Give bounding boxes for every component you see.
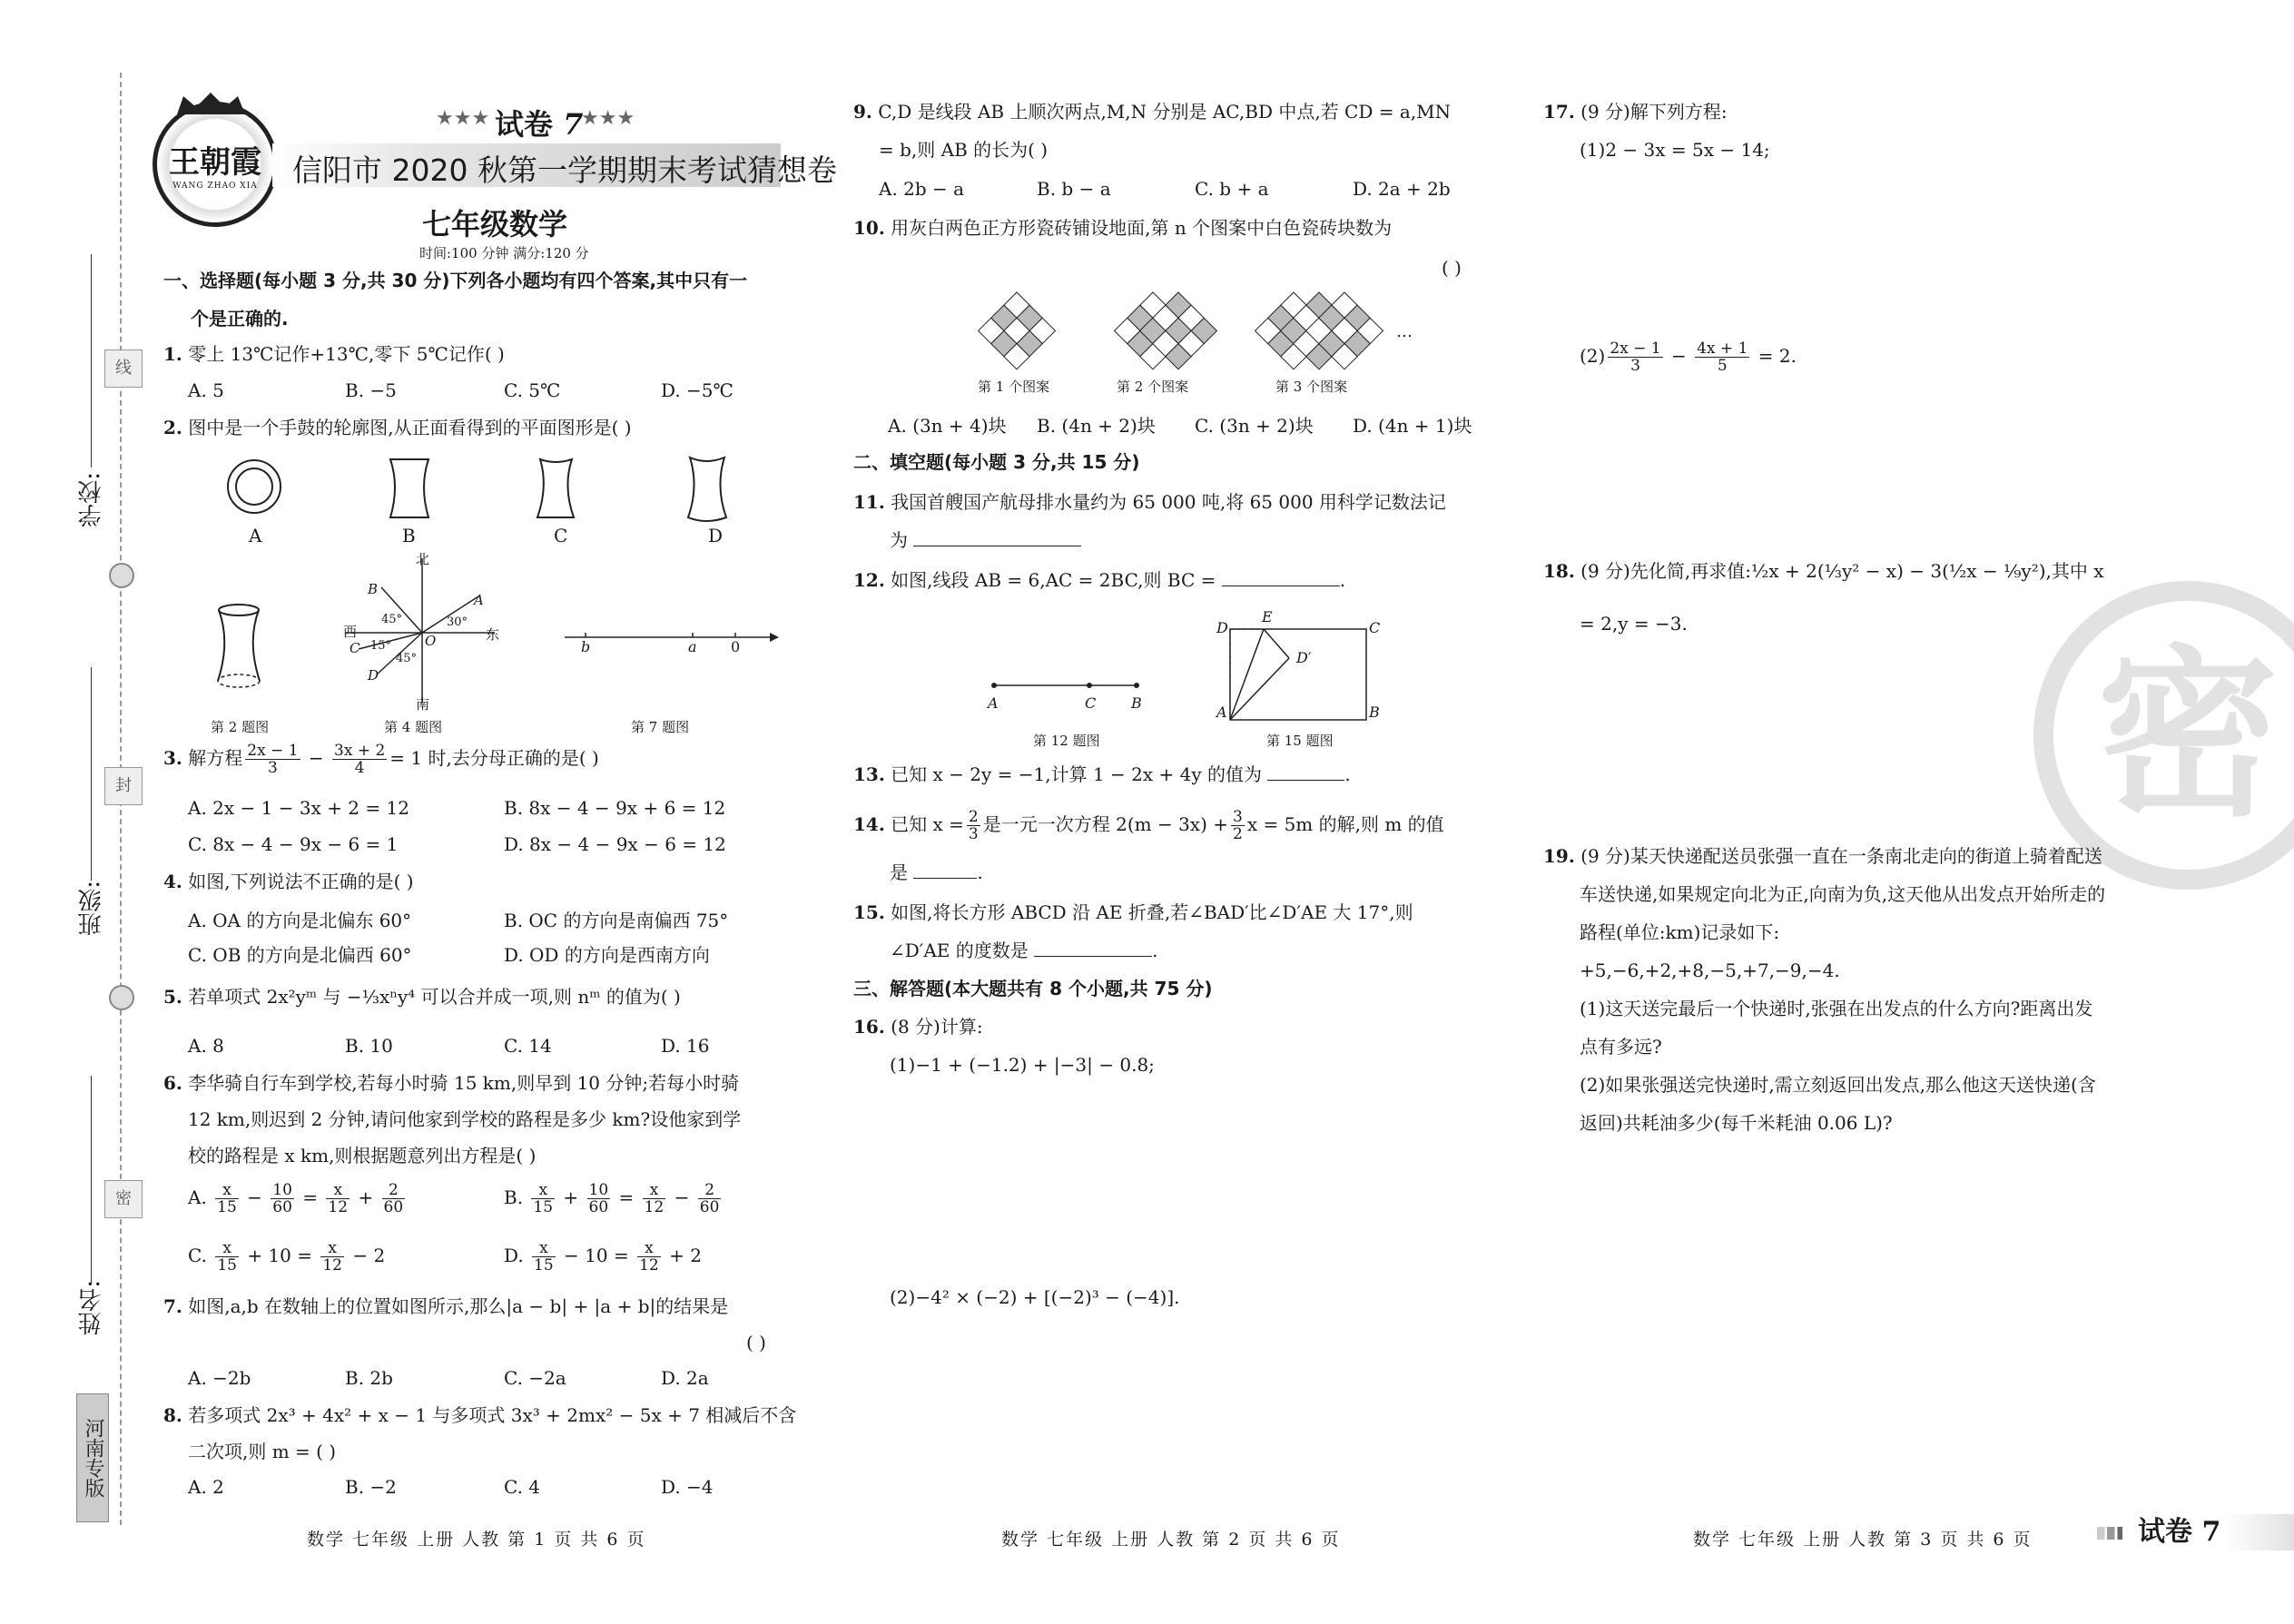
q-num: 4. — [163, 871, 182, 892]
denominator: 3 — [267, 759, 278, 777]
numerator: 3x + 2 — [334, 742, 386, 760]
question-6 — [163, 1071, 739, 1095]
fraction — [587, 1182, 611, 1216]
fraction — [215, 1240, 239, 1274]
school-line — [91, 254, 92, 468]
exam-title: 信阳市 2020 秋第一学期期末考试猜想卷 — [292, 153, 837, 188]
denominator: 15 — [534, 1256, 554, 1275]
denominator: 12 — [322, 1256, 342, 1275]
q-text: C,D 是线段 AB 上顺次两点,M,N 分别是 AC,BD 中点,若 CD = a,MN — [878, 101, 1452, 123]
segment-point-c: C — [1085, 694, 1097, 712]
q-text: ½x + 2(⅓y² − x) − 3(½x − ⅑y²),其中 x — [1750, 560, 2104, 582]
q5-option-b[interactable]: B. 10 — [345, 1035, 393, 1057]
operator: − — [674, 1186, 690, 1208]
operator: + — [563, 1186, 579, 1208]
q-text: (9 分)解下列方程: — [1580, 101, 1728, 123]
compass-south: 南 — [416, 696, 430, 713]
question-1 — [163, 342, 505, 366]
denominator: 4 — [354, 759, 365, 777]
class-label: 班级: — [78, 881, 105, 936]
numerator: x — [320, 1240, 344, 1257]
pattern-caption-2: 第 2 个图案 — [1117, 379, 1189, 395]
q-text: 图中是一个手鼓的轮廓图,从正面看得到的平面图形是( ) — [188, 417, 632, 438]
q1-option-d[interactable]: D. −5℃ — [661, 379, 733, 401]
denominator: 60 — [588, 1198, 609, 1216]
angle-label: 30° — [447, 615, 468, 629]
binding-hole-icon — [109, 985, 134, 1010]
rect-point-e: E — [1262, 608, 1273, 625]
q-num: 1. — [163, 343, 182, 365]
class-line — [91, 667, 92, 881]
fraction — [1695, 340, 1749, 374]
logo — [153, 102, 278, 227]
q-num: 8. — [163, 1404, 182, 1426]
question-19-part-1-cont: 点有多远? — [1580, 1036, 1662, 1058]
rect-point-dprime: D′ — [1296, 649, 1312, 666]
q6-option-c[interactable] — [188, 1240, 385, 1274]
numerator: x — [215, 1182, 239, 1199]
q7-option-b[interactable]: B. 2b — [345, 1367, 393, 1389]
question-18-cont: = 2,y = −3. — [1580, 613, 1688, 635]
denominator: 3 — [968, 825, 979, 843]
q-text: (2) — [1580, 345, 1606, 367]
q-text: = 1 时,去分母正确的是( ) — [389, 747, 599, 769]
question-11-cont — [890, 528, 1081, 552]
q10-option-b[interactable]: B. (4n + 2)块 — [1037, 415, 1156, 437]
fraction — [320, 1240, 344, 1274]
q4-option-c[interactable]: C. OB 的方向是北偏西 60° — [188, 944, 412, 966]
denominator: 5 — [1717, 357, 1728, 375]
q-text: . — [1339, 569, 1346, 591]
numerator: x — [643, 1182, 666, 1199]
question-19-part-2: (2)如果张强送完快递时,需立刻返回出发点,那么他这天送快递(含 — [1580, 1074, 2096, 1096]
q4-option-d[interactable]: D. OD 的方向是西南方向 — [504, 944, 710, 966]
opt-letter: A. — [188, 1186, 207, 1208]
answer-blank[interactable] — [913, 878, 977, 879]
rect-point-c: C — [1369, 619, 1381, 636]
q-text: 如图,线段 AB = 6,AC = 2BC,则 BC = — [891, 569, 1216, 591]
q-text: 若单项式 2x²yᵐ 与 −⅓xⁿy⁴ 可以合并成一项,则 nᵐ 的值为( ) — [188, 986, 681, 1008]
q-num: 7. — [163, 1295, 182, 1317]
angle-label: 15° — [370, 639, 392, 653]
q-num: 10. — [853, 217, 885, 239]
q8-option-b[interactable]: B. −2 — [345, 1476, 397, 1498]
edition-badge: 河南专版 — [76, 1393, 109, 1522]
footer-series-tag: 试卷 7 — [2129, 1514, 2294, 1550]
question-19 — [1543, 844, 2102, 868]
crown-icon — [172, 91, 250, 116]
operator: − — [247, 1186, 262, 1208]
drum-view-c — [537, 459, 574, 517]
compass-origin: O — [425, 633, 437, 649]
q2-option-a[interactable]: A — [249, 525, 262, 546]
q-text: 零上 13℃记作+13℃,零下 5℃记作( ) — [188, 343, 505, 365]
q6-option-b[interactable] — [504, 1182, 724, 1216]
denominator: 15 — [217, 1198, 237, 1216]
numerator: 10 — [588, 1181, 609, 1199]
exam-meta: 时间:100 分钟 满分:120 分 — [419, 245, 589, 261]
question-4 — [163, 870, 414, 893]
question-16 — [853, 1015, 983, 1038]
tile-pattern-3 — [1255, 292, 1383, 369]
question-5 — [163, 985, 681, 1009]
question-3 — [163, 743, 599, 776]
q1-option-a[interactable]: A. 5 — [188, 379, 224, 401]
q5-option-a[interactable]: A. 8 — [188, 1035, 224, 1057]
operator: = — [618, 1186, 635, 1208]
rect-point-b: B — [1369, 704, 1380, 721]
segment-point-a: A — [988, 694, 999, 712]
star-right: ★★★ — [581, 107, 635, 130]
question-9-cont: = b,则 AB 的长为( ) — [879, 139, 1049, 161]
fig7-numberline — [563, 628, 781, 655]
opt-letter: C. — [188, 1245, 207, 1266]
q-num: 13. — [853, 763, 885, 785]
question-8-cont: 二次项,则 m = ( ) — [188, 1441, 337, 1462]
q8-option-d[interactable]: D. −4 — [661, 1476, 714, 1498]
operator: − — [1670, 345, 1687, 367]
fraction — [532, 1240, 556, 1274]
answer-blank[interactable] — [1034, 956, 1152, 957]
footer-page-3: 数学 七年级 上册 人教 第 3 页 共 6 页 — [1693, 1530, 2033, 1550]
q-num: 14. — [853, 813, 885, 835]
q-text: . — [1344, 763, 1351, 785]
q6-option-a[interactable] — [188, 1182, 408, 1216]
fig15-rectangle — [1216, 613, 1380, 731]
numerator: x — [531, 1182, 555, 1199]
fraction — [967, 809, 980, 842]
question-19-data: +5,−6,+2,+8,−5,+7,−9,−4. — [1580, 960, 1840, 981]
q-num: 2. — [163, 417, 182, 438]
q-text: 为 — [890, 529, 908, 551]
compass-point-b: B — [368, 581, 379, 597]
q-text: 是一元一次方程 2(m − 3x) + — [982, 813, 1228, 835]
fig2-caption: 第 2 题图 — [211, 719, 270, 735]
q-num: 19. — [1543, 845, 1575, 867]
q10-tile-patterns — [976, 290, 1421, 372]
q-num: 18. — [1543, 560, 1575, 582]
rect-point-d: D — [1216, 619, 1228, 636]
question-15 — [853, 901, 1413, 924]
q1-option-c[interactable]: C. 5℃ — [504, 379, 561, 401]
q7-paren: ( ) — [746, 1332, 766, 1353]
question-19-part-2-cont: 返回)共耗油多少(每千米耗油 0.06 L)? — [1580, 1112, 1893, 1134]
q-text: 如图,将长方形 ABCD 沿 AE 折叠,若∠BAD′比∠D′AE 大 17°,则 — [891, 901, 1413, 923]
operator: = — [302, 1186, 319, 1208]
q-text: 已知 x = — [891, 813, 964, 835]
series-number: 7 — [563, 107, 584, 142]
q5-option-d[interactable]: D. 16 — [661, 1035, 710, 1057]
denominator: 2 — [1233, 825, 1243, 843]
q-text: 如图,下列说法不正确的是( ) — [188, 871, 414, 892]
q-text: 是 — [890, 861, 908, 883]
q7-option-a[interactable]: A. −2b — [188, 1367, 251, 1389]
question-7 — [163, 1294, 728, 1318]
q-text: 已知 x − 2y = −1,计算 1 − 2x + 4y 的值为 — [891, 763, 1263, 785]
series-text: 试卷 — [495, 107, 554, 142]
question-14-cont — [890, 861, 983, 884]
denominator: 15 — [533, 1198, 554, 1216]
denominator: 60 — [383, 1198, 404, 1216]
binding-hole-icon — [109, 563, 134, 588]
answer-blank[interactable] — [1267, 780, 1344, 781]
question-6-cont: 12 km,则迟到 2 分钟,请问他家到学校的路程是多少 km?设他家到学 — [188, 1108, 742, 1130]
fraction — [643, 1182, 666, 1216]
footer-page-1: 数学 七年级 上册 人教 第 1 页 共 6 页 — [307, 1530, 646, 1550]
compass-west: 西 — [343, 624, 358, 640]
q9-option-c[interactable]: C. b + a — [1195, 178, 1269, 200]
footer-page-2: 数学 七年级 上册 人教 第 2 页 共 6 页 — [1001, 1530, 1341, 1550]
q-num: 15. — [853, 901, 885, 923]
expr: + 10 = — [247, 1245, 312, 1266]
q-text: 用灰白两色正方形瓷砖铺设地面,第 n 个图案中白色瓷砖块数为 — [891, 217, 1393, 239]
compass-point-a: A — [474, 592, 484, 608]
denominator: 60 — [699, 1198, 720, 1216]
fraction — [215, 1182, 239, 1216]
q10-option-a[interactable]: A. (3n + 4)块 — [888, 415, 1007, 437]
question-17 — [1543, 100, 1728, 123]
denominator: 3 — [1630, 357, 1640, 375]
fig12-segment — [989, 676, 1144, 694]
numerator: 2x − 1 — [1610, 340, 1661, 358]
fig15-caption: 第 15 题图 — [1266, 733, 1334, 749]
q2-drum-options — [218, 454, 781, 540]
q-text: 若多项式 2x³ + 4x² + x − 1 与多项式 3x³ + 2mx² − 5x + 7 相减后不含 — [188, 1404, 797, 1426]
numerator: x — [532, 1240, 556, 1257]
fig4-caption: 第 4 题图 — [384, 719, 443, 735]
denominator: 60 — [272, 1198, 292, 1216]
question-14 — [853, 806, 1444, 842]
numerator: 2x − 1 — [247, 742, 299, 760]
q-num: 6. — [163, 1072, 182, 1094]
opt-letter: D. — [504, 1245, 524, 1266]
angle-label: 45° — [381, 613, 403, 626]
question-8 — [163, 1403, 796, 1427]
numberline-a: a — [688, 638, 697, 655]
q-text: 我国首艘国产航母排水量约为 65 000 吨,将 65 000 用科学记数法记 — [891, 491, 1446, 513]
fraction — [382, 1182, 406, 1216]
question-11 — [853, 490, 1446, 514]
tile-pattern-1 — [979, 292, 1056, 369]
q4-option-b[interactable]: B. OC 的方向是南偏西 75° — [504, 910, 729, 931]
q7-option-c[interactable]: C. −2a — [504, 1367, 566, 1389]
operator: + — [358, 1186, 374, 1208]
q-num: 16. — [853, 1016, 885, 1038]
q-num: 3. — [163, 747, 182, 769]
question-18 — [1543, 559, 2104, 583]
question-19-cont: 车送快递,如果规定向北为正,向南为负,这天他从出发点开始所走的 — [1580, 883, 2106, 905]
q-text: (9 分)先化简,再求值: — [1580, 560, 1751, 582]
logo-text: 王朝霞 — [169, 144, 261, 181]
q16-part-2: (2)−4² × (−2) + [(−2)³ − (−4)]. — [890, 1286, 1180, 1308]
numerator: 10 — [272, 1181, 292, 1199]
q3-option-d[interactable]: D. 8x − 4 − 9x − 6 = 12 — [504, 833, 726, 855]
expr: − 2 — [352, 1245, 386, 1266]
expr: + 2 — [669, 1245, 702, 1266]
feng-stamp: 封 — [104, 767, 143, 805]
fraction — [332, 743, 387, 776]
section-1-heading-cont: 个是正确的. — [191, 308, 289, 330]
denominator: 15 — [217, 1256, 237, 1275]
watermark-seal: 密 — [2033, 581, 2294, 890]
tile-pattern-2 — [1115, 292, 1217, 369]
q3-option-c[interactable]: C. 8x − 4 − 9x − 6 = 1 — [188, 833, 399, 855]
q17-part-2 — [1580, 338, 1797, 374]
rect-point-a: A — [1216, 704, 1227, 721]
q10-paren: ( ) — [1442, 257, 1462, 279]
q4-option-a[interactable]: A. OA 的方向是北偏东 60° — [188, 910, 412, 931]
q-num: 5. — [163, 986, 182, 1008]
angle-label: 45° — [396, 652, 418, 665]
numberline-b: b — [581, 638, 591, 655]
numerator: x — [215, 1240, 239, 1257]
q-num: 9. — [853, 101, 872, 123]
q-num: 11. — [853, 491, 885, 513]
compass-east: 东 — [486, 626, 500, 643]
q-text: 李华骑自行车到学校,若每小时骑 15 km,则早到 10 分钟;若每小时骑 — [188, 1072, 740, 1094]
series-label — [495, 102, 583, 143]
drum-view-d — [688, 458, 726, 521]
q2-option-b[interactable]: B — [402, 525, 416, 546]
fraction — [1608, 340, 1662, 374]
numerator: 4x + 1 — [1697, 340, 1748, 358]
question-19-part-1: (1)这天送完最后一个快递时,张强在出发点的什么方向?距离出发 — [1580, 998, 2093, 1019]
q-num: 17. — [1543, 101, 1575, 123]
q10-ellipsis: … — [1396, 322, 1413, 341]
section-3-heading: 三、解答题(本大题共有 8 个小题,共 75 分) — [853, 978, 1213, 999]
compass-point-d: D — [368, 667, 379, 684]
q17-part-1: (1)2 − 3x = 5x − 14; — [1580, 139, 1770, 161]
q-text: ∠D′AE 的度数是 — [890, 940, 1029, 961]
q3-option-b[interactable]: B. 8x − 4 − 9x + 6 = 12 — [504, 797, 726, 819]
numerator: x — [326, 1182, 350, 1199]
q-text: 解方程 — [188, 747, 243, 769]
fraction — [637, 1240, 661, 1274]
fraction — [326, 1182, 350, 1216]
fig12-caption: 第 12 题图 — [1033, 733, 1100, 749]
question-15-cont — [890, 939, 1157, 962]
fig7-caption: 第 7 题图 — [631, 719, 690, 735]
drum-front-view — [390, 459, 428, 517]
q-text: (9 分)某天快递配送员张强一直在一条南北走向的街道上骑着配送 — [1580, 845, 2102, 867]
q-text: . — [1152, 940, 1158, 961]
fraction — [271, 1182, 294, 1216]
denominator: 12 — [328, 1198, 349, 1216]
question-6-cont: 校的路程是 x km,则根据题意列出方程是( ) — [188, 1145, 537, 1166]
q9-option-b[interactable]: B. b − a — [1037, 178, 1111, 200]
logo-subtext: WANG ZHAO XIA — [172, 182, 258, 191]
fraction — [698, 1182, 722, 1216]
q8-option-c[interactable]: C. 4 — [504, 1476, 541, 1498]
fraction — [1231, 809, 1245, 842]
section-2-heading: 二、填空题(每小题 3 分,共 15 分) — [853, 451, 1140, 473]
q10-option-d[interactable]: D. (4n + 1)块 — [1353, 415, 1472, 437]
q-text: . — [977, 861, 983, 883]
compass-north: 北 — [416, 551, 430, 567]
compass-point-c: C — [350, 640, 360, 656]
q16-part-1: (1)−1 + (−1.2) + |−3| − 0.8; — [890, 1054, 1155, 1076]
q2-option-d[interactable]: D — [708, 525, 724, 546]
numerator: x — [637, 1240, 661, 1257]
q5-option-c[interactable]: C. 14 — [504, 1035, 552, 1057]
question-19-cont: 路程(单位:km)记录如下: — [1580, 921, 1780, 943]
mi-stamp: 密 — [104, 1180, 143, 1218]
question-12 — [853, 568, 1345, 592]
q6-option-d[interactable] — [504, 1240, 702, 1274]
pattern-caption-3: 第 3 个图案 — [1275, 379, 1348, 395]
footer-decor-icon — [2097, 1527, 2122, 1540]
question-10 — [853, 216, 1392, 240]
numerator: 2 — [698, 1182, 722, 1199]
expr: − 10 = — [564, 1245, 629, 1266]
q-text: x = 5m 的解,则 m 的值 — [1246, 813, 1444, 835]
numerator: 2 — [382, 1182, 406, 1199]
q-text: 如图,a,b 在数轴上的位置如图所示,那么|a − b| + |a + b|的结果是 — [188, 1295, 729, 1317]
q9-option-d[interactable]: D. 2a + 2b — [1353, 178, 1451, 200]
school-label: 学校: — [78, 472, 105, 527]
numerator: 3 — [1233, 808, 1243, 826]
segment-point-b: B — [1131, 694, 1142, 712]
q-text: (8 分)计算: — [891, 1016, 983, 1038]
fig2-drum — [207, 601, 271, 692]
section-1-heading: 一、选择题(每小题 3 分,共 30 分)下列各小题均有四个答案,其中只有一 — [163, 270, 748, 291]
denominator: 12 — [644, 1198, 665, 1216]
fraction — [531, 1182, 555, 1216]
denominator: 12 — [639, 1256, 659, 1275]
fraction — [245, 743, 300, 776]
pattern-caption-1: 第 1 个图案 — [978, 379, 1050, 395]
name-label: 姓名: — [78, 1280, 105, 1335]
q8-option-a[interactable]: A. 2 — [188, 1476, 224, 1498]
name-line — [91, 1076, 92, 1284]
numberline-zero: 0 — [731, 638, 741, 655]
q-text: = 2. — [1757, 345, 1797, 367]
q1-option-b[interactable]: B. −5 — [345, 379, 397, 401]
operator: − — [308, 747, 324, 769]
xian-stamp: 线 — [104, 349, 143, 388]
q9-option-a[interactable]: A. 2b − a — [879, 178, 965, 200]
star-left: ★★★ — [436, 107, 490, 130]
q-num: 12. — [853, 569, 885, 591]
numerator: 2 — [968, 808, 979, 826]
question-9 — [853, 100, 1451, 123]
opt-letter: B. — [504, 1186, 524, 1208]
q3-option-a[interactable]: A. 2x − 1 − 3x + 2 = 12 — [188, 797, 409, 819]
q2-option-c[interactable]: C — [554, 525, 568, 546]
subject-title: 七年级数学 — [422, 207, 568, 241]
question-13 — [853, 763, 1351, 786]
q10-option-c[interactable]: C. (3n + 2)块 — [1195, 415, 1314, 437]
question-2 — [163, 416, 632, 439]
q7-option-d[interactable]: D. 2a — [661, 1367, 709, 1389]
